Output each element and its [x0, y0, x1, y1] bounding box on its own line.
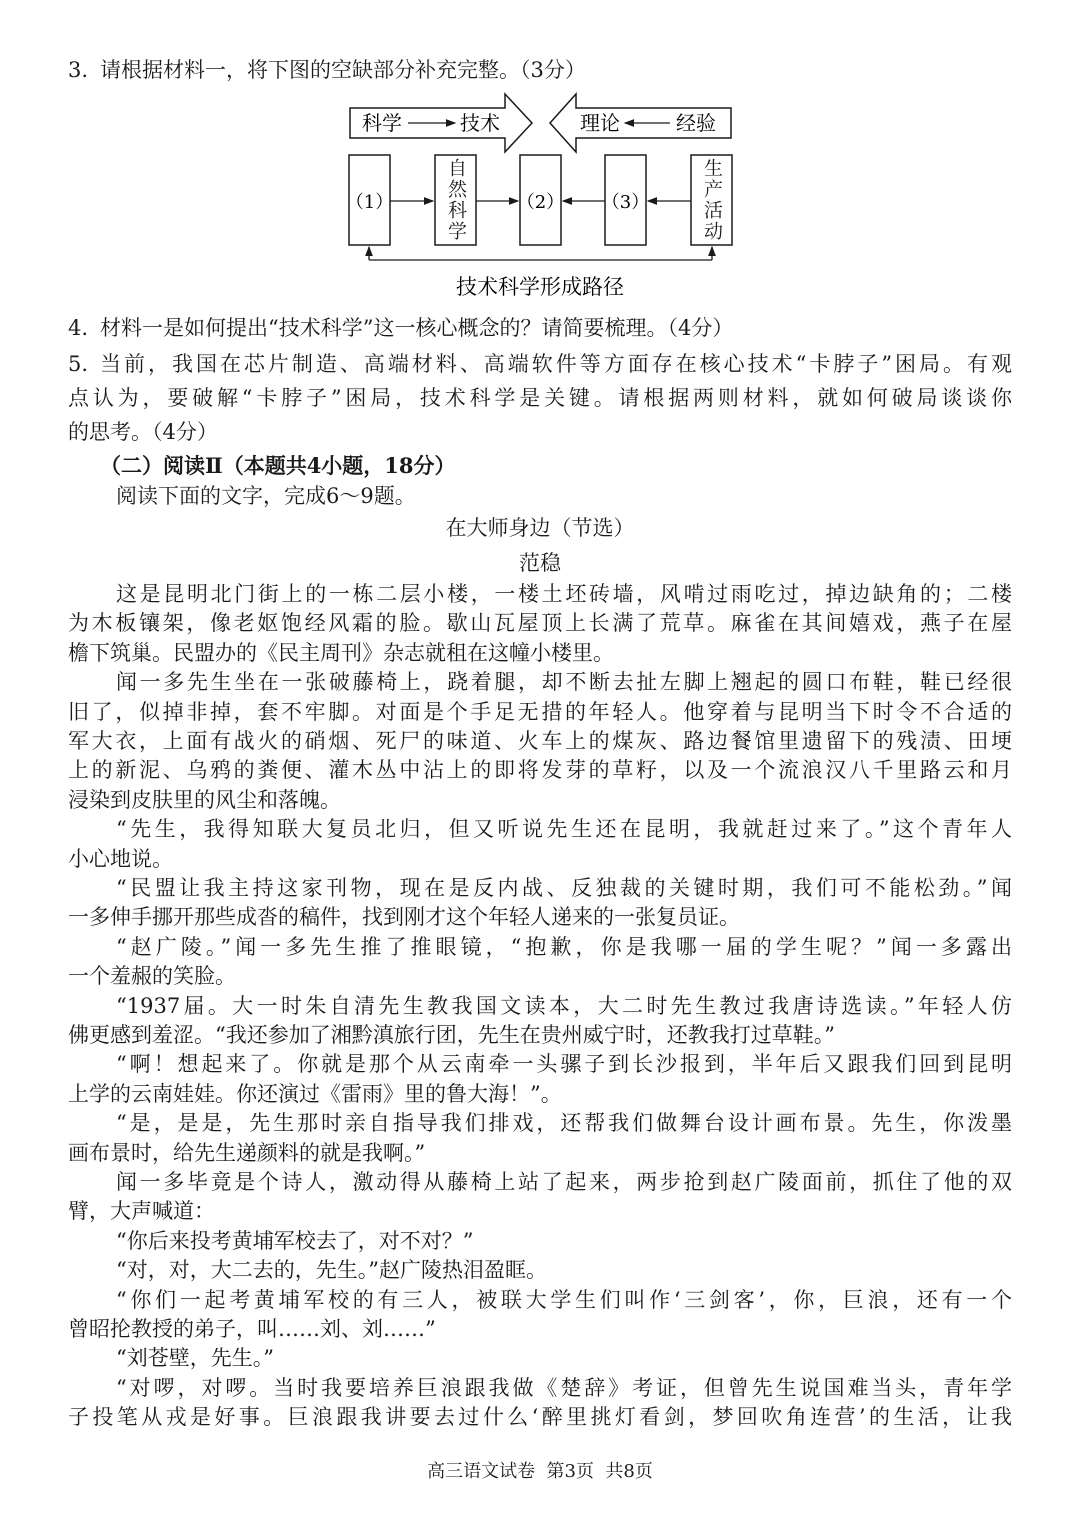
passage-line: 闻一多毕竟是个诗人，激动得从藤椅上站了起来，两步抢到赵广陵面前，抓住了他的双	[116, 1170, 1012, 1194]
box-3	[602, 155, 649, 245]
passage-line: 上学的云南娃娃。你还演过《雷雨》里的鲁大海！”。	[68, 1081, 562, 1106]
passage-line: “是，是是，先生那时亲自指导我们排戏，还帮我们做舞台设计画布景。先生，你泼墨	[116, 1111, 1012, 1136]
passage-line: “啊！想起来了。你就是那个从云南牵一头骡子到长沙报到，半年后又跟我们回到昆明	[116, 1052, 1012, 1077]
box-natural-science-label: 自然科学	[445, 158, 467, 242]
question-number: 5.	[68, 352, 89, 376]
box-1-label: （1）	[345, 192, 394, 213]
passage-line: “刘苍壁，先生。”	[116, 1346, 274, 1371]
question-5-line: 的思考。（4分）	[68, 420, 218, 444]
arrow-left-from: 科学	[362, 111, 402, 135]
passage-line: “对啰，对啰。当时我要培养巨浪跟我做《楚辞》考证，但曾先生说国难当头，青年学	[116, 1375, 1012, 1400]
passage-line: 佛更感到羞涩。“我还参加了湘黔滇旅行团，先生在贵州威宁时，还教我打过草鞋。”	[68, 1023, 835, 1047]
passage-line: “赵广陵。”闻一多先生推了推眼镜，“抱歉，你是我哪一届的学生呢？”闻一多露出	[116, 934, 1012, 959]
box-3-label: （3）	[601, 192, 650, 213]
passage-line: 军大衣，上面有战火的硝烟、死尸的味道、火车上的煤灰、路边餐馆里遗留下的残渍、田埂	[68, 729, 1012, 753]
page-footer: 高三语文试卷 第3页 共8页	[427, 1461, 653, 1482]
technical-science-diagram	[0, 0, 1080, 310]
diagram-caption: 技术科学形成路径	[456, 275, 624, 299]
passage-line: 一个羞赧的笑脸。	[68, 964, 236, 989]
passage-line: 上的新泥、乌鸦的粪便、灌木丛中沾上的即将发芽的草籽，以及一个流浪汉八千里路云和月	[68, 758, 1012, 783]
passage-line: 子投笔从戎是好事。巨浪跟我讲要去过什么‘醉里挑灯看剑，梦回吹角连营’的生活，让我	[68, 1405, 1012, 1430]
passage-title: 在大师身边（节选）	[445, 516, 635, 540]
passage-line: 曾昭抡教授的弟子，叫……刘、刘……”	[68, 1317, 436, 1341]
box-2	[517, 155, 564, 245]
arrow-left-to: 技术	[460, 111, 500, 135]
section-instruction: 阅读下面的文字，完成6～9题。	[116, 484, 416, 508]
question-5-line: 点认为，要破解“卡脖子”困局，技术科学是关键。请根据两则材料，就如何破局谈谈你	[68, 386, 1012, 410]
section-header: （二）阅读Ⅱ（本题共4小题，18分）	[100, 453, 456, 478]
passage-line: “先生，我得知联大复员北归，但又听说先生还在昆明，我就赶过来了。”这个青年人	[116, 817, 1012, 842]
passage-line: “对，对，大二去的，先生。”赵广陵热泪盈眶。	[116, 1258, 547, 1283]
passage-line: 小心地说。	[68, 846, 173, 871]
big-arrow-left	[550, 94, 731, 152]
passage-line: 一多伸手挪开那些成沓的稿件，找到刚才这个年轻人递来的一张复员证。	[68, 905, 740, 930]
passage-line: 臂，大声喊道：	[68, 1199, 215, 1224]
big-arrow-right	[350, 94, 532, 152]
box-2-label: （2）	[516, 192, 565, 213]
question-5-line: 当前，我国在芯片制造、高端材料、高端软件等方面存在核心技术“卡脖子”困局。有观	[100, 352, 1012, 376]
passage-line: “你后来投考黄埔军校去了，对不对？”	[116, 1228, 474, 1253]
passage-line: 浸染到皮肤里的风尘和落魄。	[68, 787, 341, 812]
passage-line: 这是昆明北门街上的一栋二层小楼，一楼土坯砖墙，风啃过雨吃过，掉边缺角的；二楼	[116, 582, 1012, 606]
question-4-line: 材料一是如何提出“技术科学”这一核心概念的？请简要梳理。（4分）	[100, 316, 734, 340]
arrow-right-to: 理论	[580, 111, 620, 135]
passage-line: 旧了，似掉非掉，套不牢脚。对面是个手足无措的年轻人。他穿着与昆明当下时令不合适的	[68, 699, 1012, 724]
passage-line: “民盟让我主持这家刊物，现在是反内战、反独裁的关键时期，我们可不能松劲。”闻	[116, 876, 1012, 900]
passage-line: 檐下筑巢。民盟办的《民主周刊》杂志就租在这幢小楼里。	[68, 640, 614, 665]
box-1	[346, 155, 393, 245]
passage-line: “1937届。大一时朱自清先生教我国文读本，大二时先生教过我唐诗选读。”年轻人仿	[116, 993, 1012, 1018]
passage-line: 闻一多先生坐在一张破藤椅上，跷着腿，却不断去扯左脚上翘起的圆口布鞋，鞋已经很	[116, 670, 1012, 695]
passage-author: 范稳	[519, 551, 561, 575]
question-3-line: 请根据材料一，将下图的空缺部分补充完整。（3分）	[100, 58, 586, 82]
passage-line: 为木板镶架，像老妪饱经风霜的脸。歇山瓦屋顶上长满了荒草。麻雀在其间嬉戏，燕子在屋	[68, 611, 1012, 636]
box-production-activity-label: 生产活动	[701, 158, 723, 242]
passage-line: 画布景时，给先生递颜料的就是我啊。”	[68, 1140, 426, 1165]
question-number: 4.	[68, 316, 89, 340]
question-number: 3.	[68, 58, 89, 82]
passage-line: “你们一起考黄埔军校的有三人，被联大学生们叫作‘三剑客’，你，巨浪，还有一个	[116, 1287, 1012, 1312]
arrow-right-from: 经验	[676, 111, 716, 135]
